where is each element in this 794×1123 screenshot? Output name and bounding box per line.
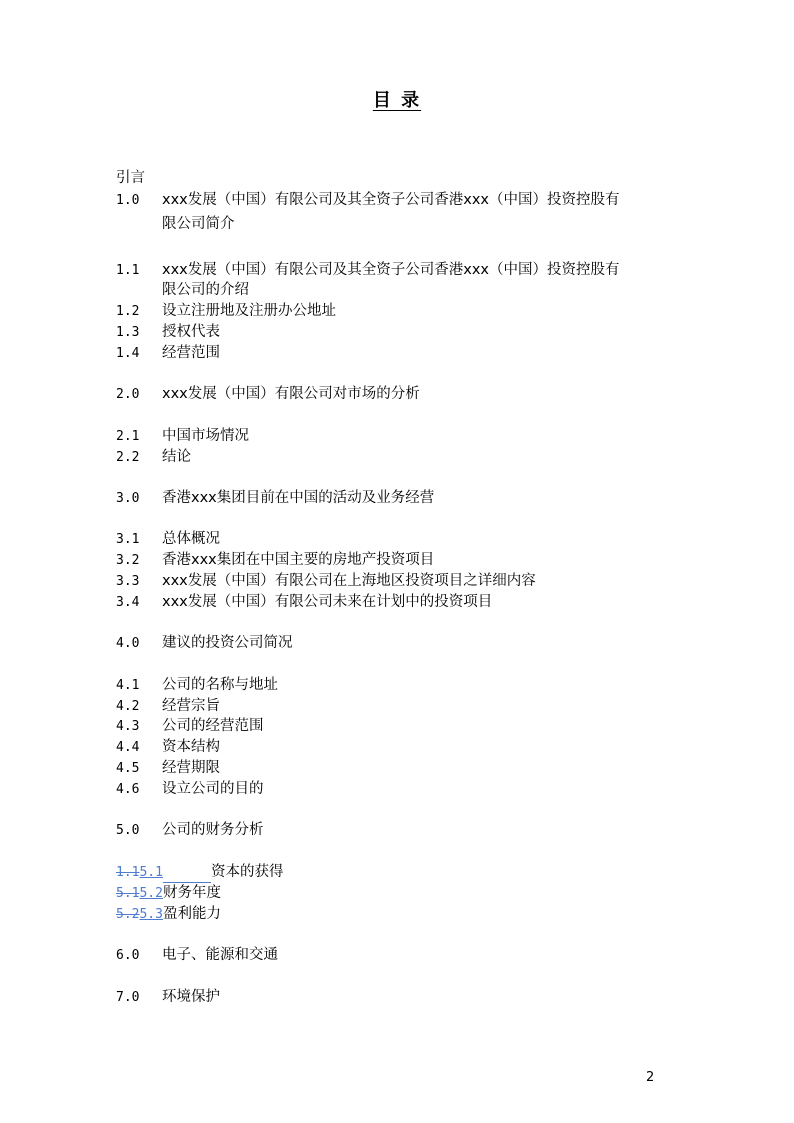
revision-marker: 5.25.3 <box>116 907 163 922</box>
toc-entry: 4.5 经营期限 <box>116 760 220 776</box>
toc-entry: 4.4 资本结构 <box>116 739 220 755</box>
page-number: 2 <box>646 1070 655 1085</box>
toc-intro: 引言 <box>116 170 145 186</box>
toc-entry: 4.6 设立公司的目的 <box>116 781 264 797</box>
toc-entry: 5.0 公司的财务分析 <box>116 822 264 838</box>
revision-marker: 1.15.1 <box>116 865 211 880</box>
toc-entry: 4.0 建议的投资公司简况 <box>116 635 293 651</box>
toc-entry: 1.1 xxx发展（中国）有限公司及其全资子公司香港xxx（中国）投资控股有 <box>116 262 620 278</box>
toc-entry: 3.3 xxx发展（中国）有限公司在上海地区投资项目之详细内容 <box>116 573 536 589</box>
toc-entry: 3.4 xxx发展（中国）有限公司未来在计划中的投资项目 <box>116 594 493 610</box>
toc-entry: 1.4 经营范围 <box>116 345 220 361</box>
toc-entry-continuation: 限公司的介绍 <box>162 282 249 298</box>
toc-entry: 2.2 结论 <box>116 449 191 465</box>
toc-entry: 1.0 xxx发展（中国）有限公司及其全资子公司香港xxx（中国）投资控股有 <box>116 192 620 208</box>
toc-entry: 3.1 总体概况 <box>116 531 220 547</box>
toc-entry: 3.0 香港xxx集团目前在中国的活动及业务经营 <box>116 490 435 506</box>
toc-entry-continuation: 限公司简介 <box>162 216 235 232</box>
toc-entry: 6.0 电子、能源和交通 <box>116 947 278 963</box>
toc-title: 目 录 <box>372 90 422 111</box>
toc-revision-entry: 5.25.3盈利能力 <box>116 906 221 922</box>
toc-entry: 4.1 公司的名称与地址 <box>116 677 278 693</box>
toc-entry: 4.3 公司的经营范围 <box>116 718 264 734</box>
toc-entry: 3.2 香港xxx集团在中国主要的房地产投资项目 <box>116 552 435 568</box>
toc-entry: 2.0 xxx发展（中国）有限公司对市场的分析 <box>116 386 420 402</box>
toc-entry: 2.1 中国市场情况 <box>116 428 249 444</box>
toc-entry: 7.0 环境保护 <box>116 989 220 1005</box>
toc-entry: 1.2 设立注册地及注册办公地址 <box>116 303 336 319</box>
toc-entry: 1.3 授权代表 <box>116 324 220 340</box>
toc-revision-entry: 5.15.2财务年度 <box>116 885 221 901</box>
toc-revision-entry: 1.15.1 资本的获得 <box>116 862 283 883</box>
revision-marker: 5.15.2 <box>116 886 163 901</box>
toc-entry: 4.2 经营宗旨 <box>116 698 220 714</box>
